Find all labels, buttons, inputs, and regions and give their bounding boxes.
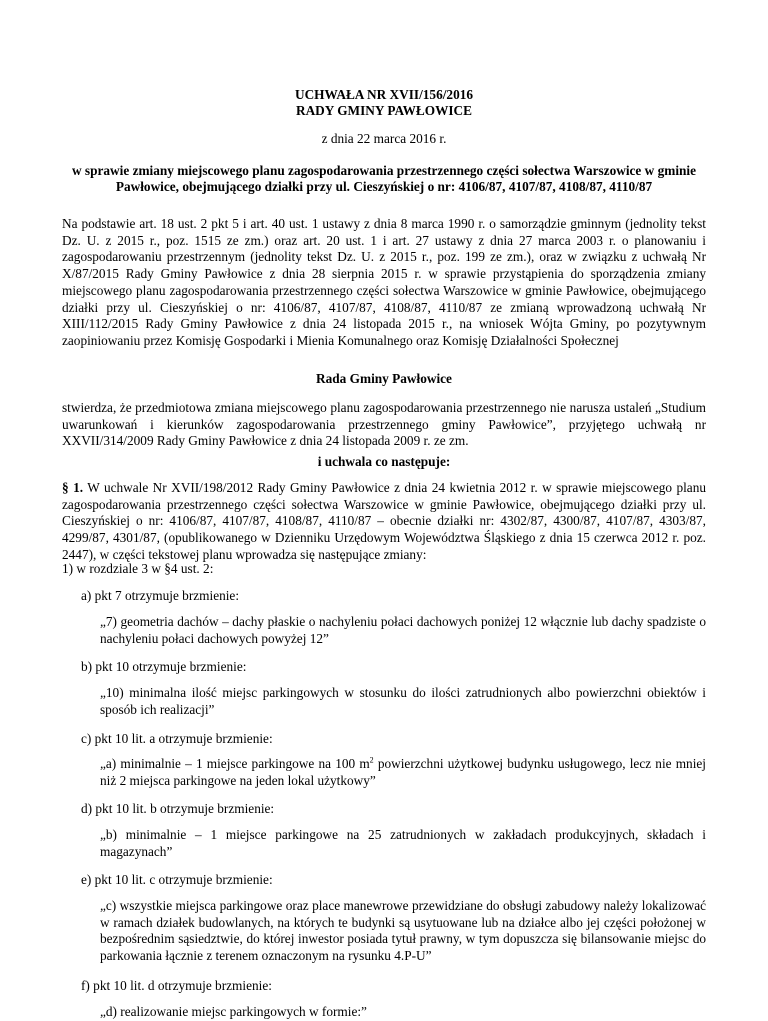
item-c-label: c) pkt 10 lit. a otrzymuje brzmienie:: [81, 731, 273, 746]
item-e-text: „c) wszystkie miejsca parkingowe oraz place manewrowe przewidziane do obsługi zabudowy należy lokalizować w ramach działek budowlanych, na których te budynki są usytuowane lub na działce albo jej części położonej w bezpośrednim sąsiedztwie, do której inwestor posiada tytuł prawny, w tym dopuszcza się bilansowanie miejsc do parkowania łącznie z terenem oznaczonym na rysunku 4.P-U”: [100, 898, 706, 964]
item-c-text: [100, 756, 706, 789]
item-b-text: „10) minimalna ilość miejsc parkingowych w stosunku do ilości zatrudnionych albo powierzchni obiektów i sposób ich realizacji”: [100, 685, 706, 717]
finding-paragraph: stwierdza, że przedmiotowa zmiana miejscowego planu zagospodarowania przestrzennego nie narusza ustaleń „Studium uwarunkowań i kierunków zagospodarowania przestrzennego gminy Pawłowice”, przyjętego uchwałą nr XXVII/314/2009 Rady Gminy Pawłowice z dnia 24 listopada 2009 r. ze zm.: [62, 400, 706, 449]
resolution-date: z dnia 22 marca 2016 r.: [321, 131, 447, 146]
item-d-label: d) pkt 10 lit. b otrzymuje brzmienie:: [81, 801, 275, 816]
section-1-label: § 1.: [62, 480, 84, 495]
item-f-label: f) pkt 10 lit. d otrzymuje brzmienie:: [81, 978, 272, 993]
resolves-heading: i uchwala co następuje:: [317, 454, 451, 469]
item-e-label: e) pkt 10 lit. c otrzymuje brzmienie:: [81, 872, 273, 887]
issuing-body: RADY GMINY PAWŁOWICE: [295, 103, 473, 118]
preamble-paragraph: Na podstawie art. 18 ust. 2 pkt 5 i art. 40 ust. 1 ustawy z dnia 8 marca 1990 r. o samorządzie gminnym (jednolity tekst Dz. U. z 2015 r., poz. 1515 ze zm.) oraz art. 20 ust. 1 i art. 27 ustawy z dnia 27 marca 2003 r. o planowaniu i zagospodarowaniu przestrzennym (jednolity tekst Dz. U. z 2015 r., poz. 199 ze zm.), oraz w związku z uchwałą Nr X/87/2015 Rady Gminy Pawłowice z dnia 28 sierpnia 2015 r. w sprawie przystąpienia do sporządzenia zmiany miejscowego planu zagospodarowania przestrzennego części sołectwa Warszowice w gminie Pawłowice, obejmującego działki przy ul. Cieszyńskiej o nr: 4106/87, 4107/87, 4108/87, 4110/87 ze zmianą wprowadzoną uchwałą Nr XIII/112/2015 Rady Gminy Pawłowice z dnia 24 listopada 2015 r., na wniosek Wójta Gminy, po pozytywnym zaopiniowaniu przez Komisję Gospodarki i Mienia Komunalnego oraz Komisję Działalności Społecznej: [62, 216, 706, 348]
item-a-text: „7) geometria dachów – dachy płaskie o nachyleniu połaci dachowych poniżej 12 włącznie lub dachy spadziste o nachyleniu połaci dachowych powyżej 12”: [100, 614, 706, 646]
item-a-label: a) pkt 7 otrzymuje brzmienie:: [81, 588, 240, 603]
item-f-text: „d) realizowanie miejsc parkingowych w formie:”: [100, 1004, 367, 1019]
item-c-superscript: 2: [369, 755, 374, 765]
resolution-title: UCHWAŁA NR XVII/156/2016: [294, 87, 474, 102]
section-1-paragraph: [62, 480, 706, 564]
item-d-text: „b) minimalnie – 1 miejsce parkingowe na 25 zatrudnionych w zakładach produkcyjnych, składach i magazynach”: [100, 827, 706, 859]
item-c-text-after: powierzchni użytkowej budynku usługowego, lecz nie mniej niż 2 miejsca parkingowe na jeden lokal użytkowy”: [100, 756, 706, 788]
section-1-text: W uchwale Nr XVII/198/2012 Rady Gminy Pawłowice z dnia 24 kwietnia 2012 r. w sprawie miejscowego planu zagospodarowania przestrzennego części sołectwa Warszowice w gminie Pawłowice, obejmującego działki przy ul. Cieszyńskiej o nr: 4106/87, 4107/87, 4108/87, 4110/87 – obecnie działki nr: 4302/87, 4300/87, 4107/87, 4303/87, 4299/87, 4301/87, (opublikowanego w Dzienniku Urzędowym Województwa Śląskiego z dnia 15 czerwca 2012 r. poz. 2447), w części tekstowej planu wprowadza się następujące zmiany:: [62, 480, 706, 562]
item-b-label: b) pkt 10 otrzymuje brzmienie:: [81, 659, 247, 674]
point-1-label: 1) w rozdziale 3 w §4 ust. 2:: [62, 561, 214, 576]
council-heading: Rada Gminy Pawłowice: [316, 371, 452, 386]
resolution-subject: w sprawie zmiany miejscowego planu zagospodarowania przestrzennego części sołectwa Warszowice w gminie Pawłowice, obejmującego działki przy ul. Cieszyńskiej o nr: 4106/87, 4107/87, 4108/87, 4110/87: [72, 163, 696, 194]
item-c-text-before: „a) minimalnie – 1 miejsce parkingowe na 100 m: [100, 756, 370, 771]
